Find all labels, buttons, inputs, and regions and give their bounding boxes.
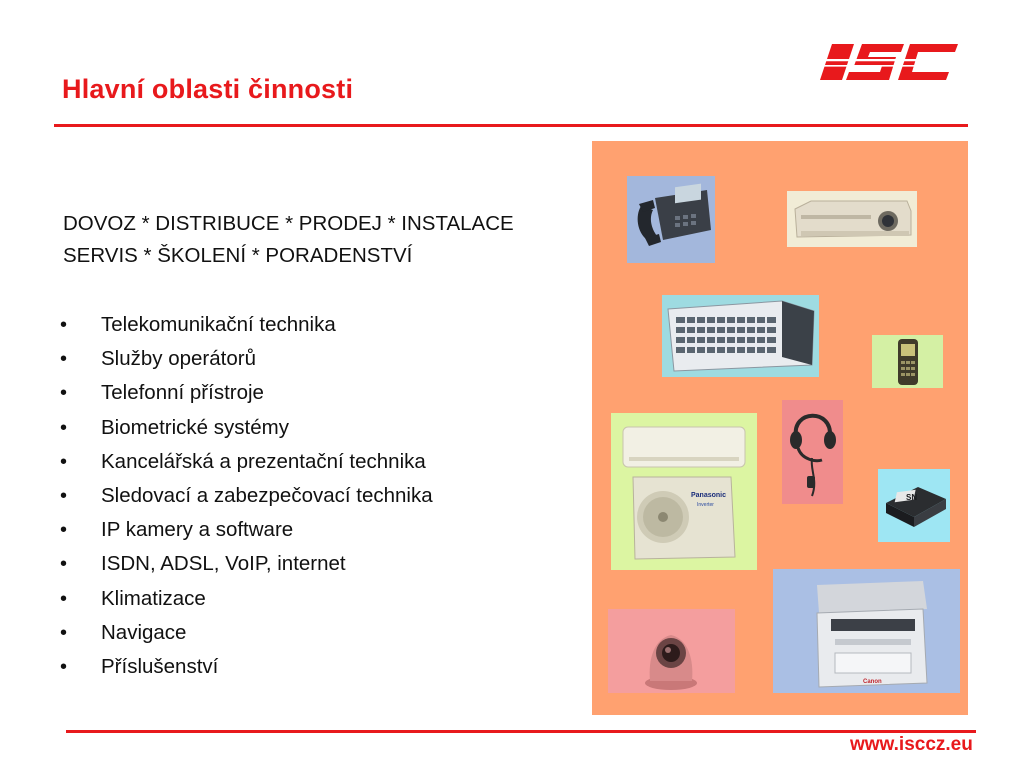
list-item: • Služby operátorů [60, 342, 433, 376]
printer-image [773, 569, 960, 693]
list-item: • Sledovací a zabezpečovací technika [60, 479, 433, 513]
bullet-icon: • [60, 314, 68, 336]
logo-mark [820, 44, 958, 80]
pbx-switch-image [662, 295, 819, 377]
headline-line-2: SERVIS * ŠKOLENÍ * PORADENSTVÍ [63, 244, 413, 267]
activity-list [60, 308, 433, 684]
list-item: • ISDN, ADSL, VoIP, internet [60, 547, 433, 581]
list-item: • IP kamery a software [60, 513, 433, 547]
printer-brand-label: Canon [863, 679, 882, 685]
projector-image [787, 191, 917, 247]
headset-image [782, 400, 843, 504]
list-item: • Příslušenství [60, 650, 433, 684]
list-item: • Telekomunikační technika [60, 308, 433, 342]
ac-brand-label: Panasonic [691, 492, 727, 499]
network-device-image [878, 469, 950, 542]
bullet-icon: • [60, 382, 68, 405]
bullet-icon: • [60, 587, 68, 610]
page-title: Hlavní oblasti činnosti [62, 74, 354, 104]
footer-url-link[interactable]: www.isccz.eu [850, 734, 973, 755]
title-divider [54, 124, 968, 127]
bullet-icon: • [60, 519, 68, 542]
footer-divider [66, 730, 976, 733]
bullet-icon: • [60, 655, 68, 678]
services-headline [63, 208, 514, 272]
list-item: • Kancelářská a prezentační technika [60, 445, 433, 479]
air-conditioner-image [611, 413, 757, 570]
mobile-phone-image [872, 335, 943, 388]
headline-line-1: DOVOZ * DISTRIBUCE * PRODEJ * INSTALACE [63, 212, 514, 235]
bullet-icon: • [60, 416, 68, 439]
bullet-icon: • [60, 553, 68, 576]
bullet-icon: • [60, 621, 68, 644]
ac-model-label: Inverter [697, 502, 714, 508]
bullet-icon: • [60, 348, 68, 371]
list-item: • Klimatizace [60, 582, 433, 616]
isc-logo [818, 40, 962, 89]
list-item: • Biometrické systémy [60, 411, 433, 445]
logo-text: ISC [818, 40, 820, 41]
bullet-icon: • [60, 484, 68, 507]
ptz-camera-image [608, 609, 735, 693]
device-badge-label: SN [906, 493, 918, 502]
desk-phone-image [627, 176, 715, 263]
bullet-icon: • [60, 450, 68, 473]
list-item: • Navigace [60, 616, 433, 650]
list-item: • Telefonní přístroje [60, 376, 433, 410]
